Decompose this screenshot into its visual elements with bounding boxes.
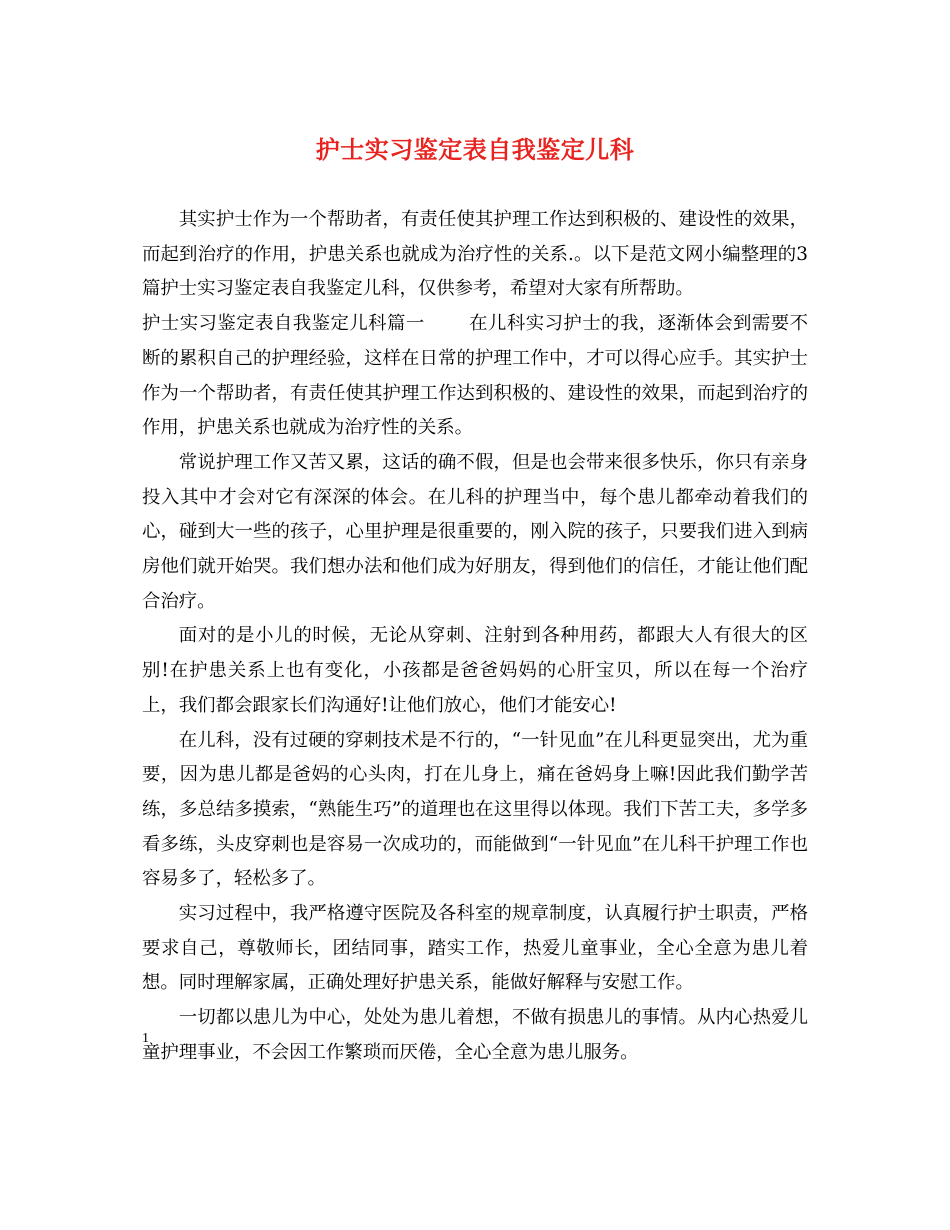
intro-paragraph: 其实护士作为一个帮助者，有责任使其护理工作达到积极的、建设性的效果，而起到治疗的作用，护患关系也就成为治疗性的关系.。以下是范文网小编整理的3篇护士实习鉴定表自我鉴定儿科，仅供参考，希望对大家有所帮助。 — [142, 209, 808, 300]
body-paragraph-2: 常说护理工作又苦又累，这话的确不假，但是也会带来很多快乐，你只有亲身投入其中才会对它有深深的体会。在儿科的护理当中，每个患儿都牵动着我们的心，碰到大一些的孩子，心里护理是很重要的，刚入院的孩子，只要我们进入到病房他们就开始哭。我们想办法和他们成为好朋友，得到他们的信任，才能让他们配合治疗。 — [142, 451, 808, 612]
page-number: 1 — [142, 1031, 149, 1046]
document-body — [142, 203, 808, 1071]
body-paragraph-3: 面对的是小儿的时候，无论从穿刺、注射到各种用药，都跟大人有很大的区别!在护患关系上也有变化，小孩都是爸爸妈妈的心肝宝贝，所以在每一个治疗上，我们都会跟家长们沟通好!让他们放心，他们才能安心! — [142, 625, 808, 716]
section-heading: 护士实习鉴定表自我鉴定儿科篇一 — [142, 313, 425, 335]
section-text: 在儿科实习护士的我，逐渐体会到需要不断的累积自己的护理经验，这样在日常的护理工作中，才可以得心应手。其实护士作为一个帮助者，有责任使其护理工作达到积极的、建设性的效果，而起到治疗的作用，护患关系也就成为治疗性的关系。 — [142, 313, 808, 439]
body-paragraph-5: 实习过程中，我严格遵守医院及各科室的规章制度，认真履行护士职责，严格要求自己，尊敬师长，团结同事，踏实工作，热爱儿童事业，全心全意为患儿着想。同时理解家属，正确处理好护患关系，能做好解释与安慰工作。 — [142, 903, 808, 994]
section-paragraph-1 — [142, 307, 808, 446]
document-title: 护士实习鉴定表自我鉴定儿科 — [315, 135, 635, 164]
body-paragraph-4: 在儿科，没有过硬的穿刺技术是不行的，“一针见血”在儿科更显突出，尤为重要，因为患儿都是爸妈的心头肉，打在儿身上，痛在爸妈身上嘛!因此我们勤学苦练，多总结多摸索，“熟能生巧”的道理也在这里得以体现。我们下苦工夫，多学多看多练，头皮穿刺也是容易一次成功的，而能做到“一针见血”在儿科干护理工作也容易多了，轻松多了。 — [142, 729, 808, 890]
body-paragraph-6: 一切都以患儿为中心，处处为患儿着想，不做有损患儿的事情。从内心热爱儿童护理事业，不会因工作繁琐而厌倦，全心全意为患儿服务。 — [142, 1007, 808, 1063]
